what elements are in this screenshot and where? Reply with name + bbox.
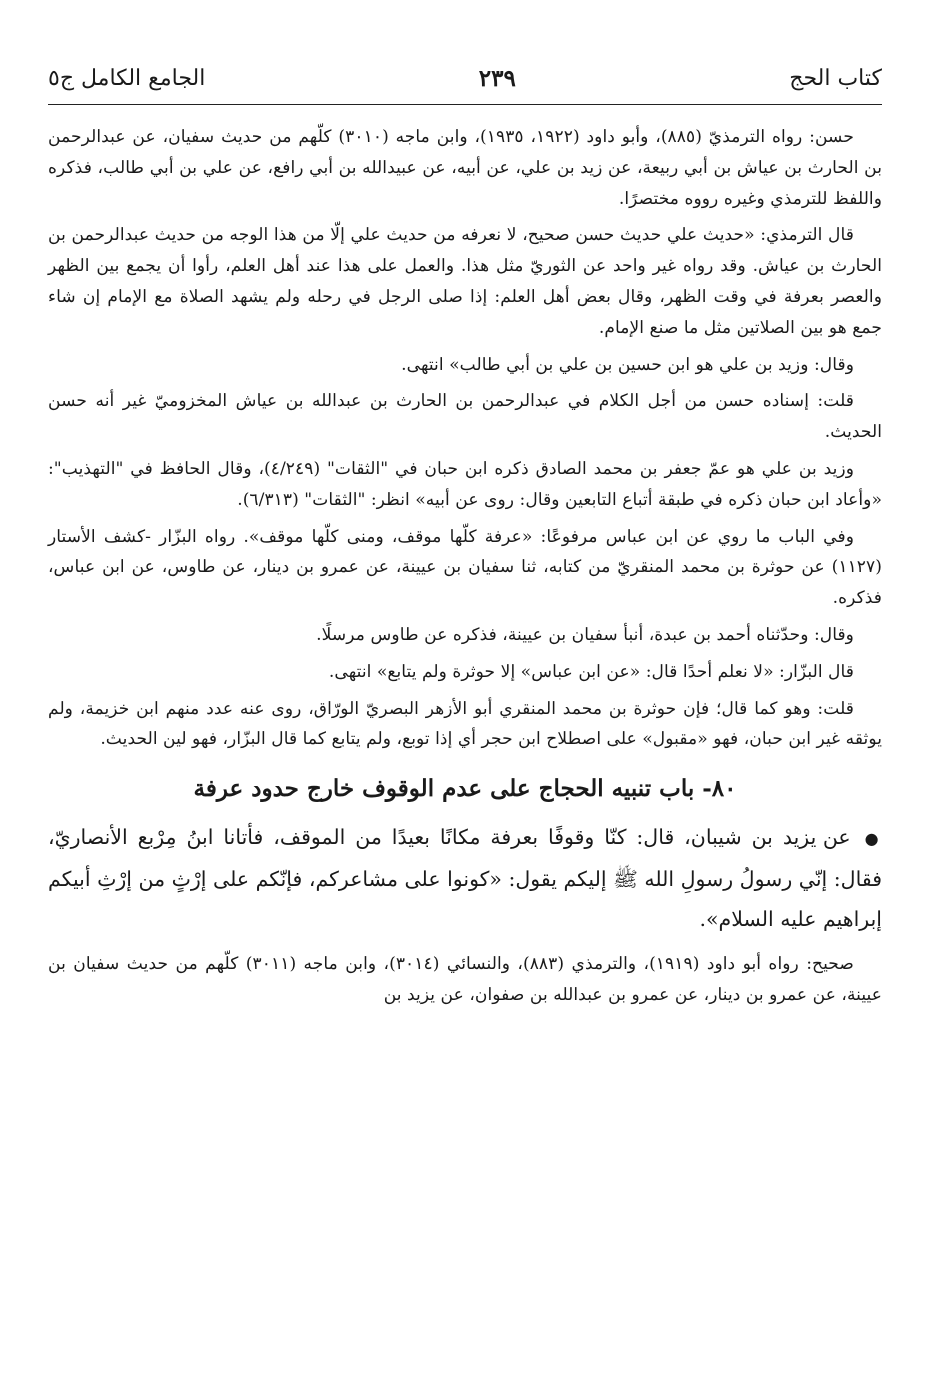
header-divider [48,104,882,105]
paragraph-narrator-grading: قلت: وهو كما قال؛ فإن حوثرة بن محمد المنقري أبو الأزهر البصريّ الورّاق، روى عنه عدد منهم ابن خزيمة، ولم يوثقه غير ابن حبان، فهو «مقبول» على اصطلاح ابن حجر أي إذا توبع، ولم يتابع كما قال البزّار، فهو لين الحديث. [48,698,882,750]
paragraph-grading: حسن: رواه الترمذيّ (٨٨٥)، وأبو داود (١٩٢٢، ١٩٣٥)، وابن ماجه (٣٠١٠) كلّهم من حديث سفيان، عن عبدالرحمن بن الحارث بن عياش بن أبي ربيعة، عن زيد بن علي، عن أبيه، عن عبيدالله بن أبي رافع، عن علي بن أبي طالب، فذكره واللفظ للترمذي وغيره رووه مختصرًا. [48,127,882,209]
paragraph-bazzar-quote: قال البزّار: «لا نعلم أحدًا قال: «عن ابن عباس» إلا حوثرة ولم يتابع» انتهى. [328,661,854,682]
header-volume-title: الجامع الكامل ج٥ [48,65,206,91]
paragraph-mursal-chain: وقال: وحدّثناه أحمد بن عبدة، أنبأ سفيان بن عيينة، فذكره عن طاوس مرسلًا. [316,624,854,645]
bullet-icon: ● [864,829,882,849]
paragraph-isnad-comment: قلت: إسناده حسن من أجل الكلام في عبدالرحمن بن الحارث بن عبدالله بن عياش المخزوميّ غير أنه حسن الحديث. [48,391,882,443]
page-number: ٢٣٩ [478,64,516,92]
paragraph-takhrij: صحيح: رواه أبو داود (١٩١٩)، والترمذي (٨٨٣)، والنسائي (٣٠١٤)، وابن ماجه (٣٠١١) كلّهم من حديث سفيان بن عيينة، عن عمرو بن دينار، عن عمرو بن عبدالله بن صفوان، عن يزيد بن [48,954,882,1005]
paragraph-tirmidhi-note: وقال: وزيد بن علي هو ابن حسين بن علي بن أبي طالب» انتهى. [401,354,854,375]
paragraph-tirmidhi-quote: قال الترمذي: «حديث علي حديث حسن صحيح، لا نعرفه من حديث علي إلّا من هذا الوجه من حديث عبدالرحمن بن الحارث بن عياش. وقد رواه غير واحد عن الثوريّ مثل هذا. والعمل على هذا عند أهل العلم، رأوا أن يجمع بين الظهر والعصر بعرفة في وقت الظهر، وقال بعض أهل العلم: إذا صلى الرجل في رحله ولم يشهد الصلاة مع الإمام إن شاء جمع هو بين الصلاتين مثل ما صنع الإمام. [48,225,882,338]
section-heading: ٨٠- باب تنبيه الحجاج على عدم الوقوف خارج حدود عرفة [193,775,737,803]
hadith-text [48,817,882,939]
hadith-body: عن يزيد بن شيبان، قال: كنّا وقوفًا بعرفة مكانًا بعيدًا من الموقف، فأتانا ابنُ مِرْبع الأنصاريّ، فقال: إنّي رسولُ رسولِ الله ﷺ إليكم يقول: «كونوا على مشاعركم، فإنّكم على إرْثٍ من إرْثِ أبيكم إبراهيم عليه السلام». [48,825,882,932]
paragraph-related-narration: وفي الباب ما روي عن ابن عباس مرفوعًا: «عرفة كلّها موقف، ومنى كلّها موقف». رواه البزّار -كشف الأستار (١١٢٧) عن حوثرة بن محمد المنقريّ من كتابه، ثنا سفيان بن عيينة، عن عمرو بن دينار، عن طاوس، عن ابن عباس، فذكره. [48,526,882,609]
running-header [48,56,882,100]
page-body [48,122,882,1017]
header-book-title: كتاب الحج [789,65,882,91]
paragraph-narrator-note: وزيد بن علي هو عمّ جعفر بن محمد الصادق ذكره ابن حبان في "الثقات" (٤/٢٤٩)، وقال الحافظ في "التهذيب": «وأعاد ابن حبان ذكره في طبقة أتباع التابعين وقال: روى عن أبيه» انظر: "الثقات" (٦/٣١٣). [48,458,882,510]
